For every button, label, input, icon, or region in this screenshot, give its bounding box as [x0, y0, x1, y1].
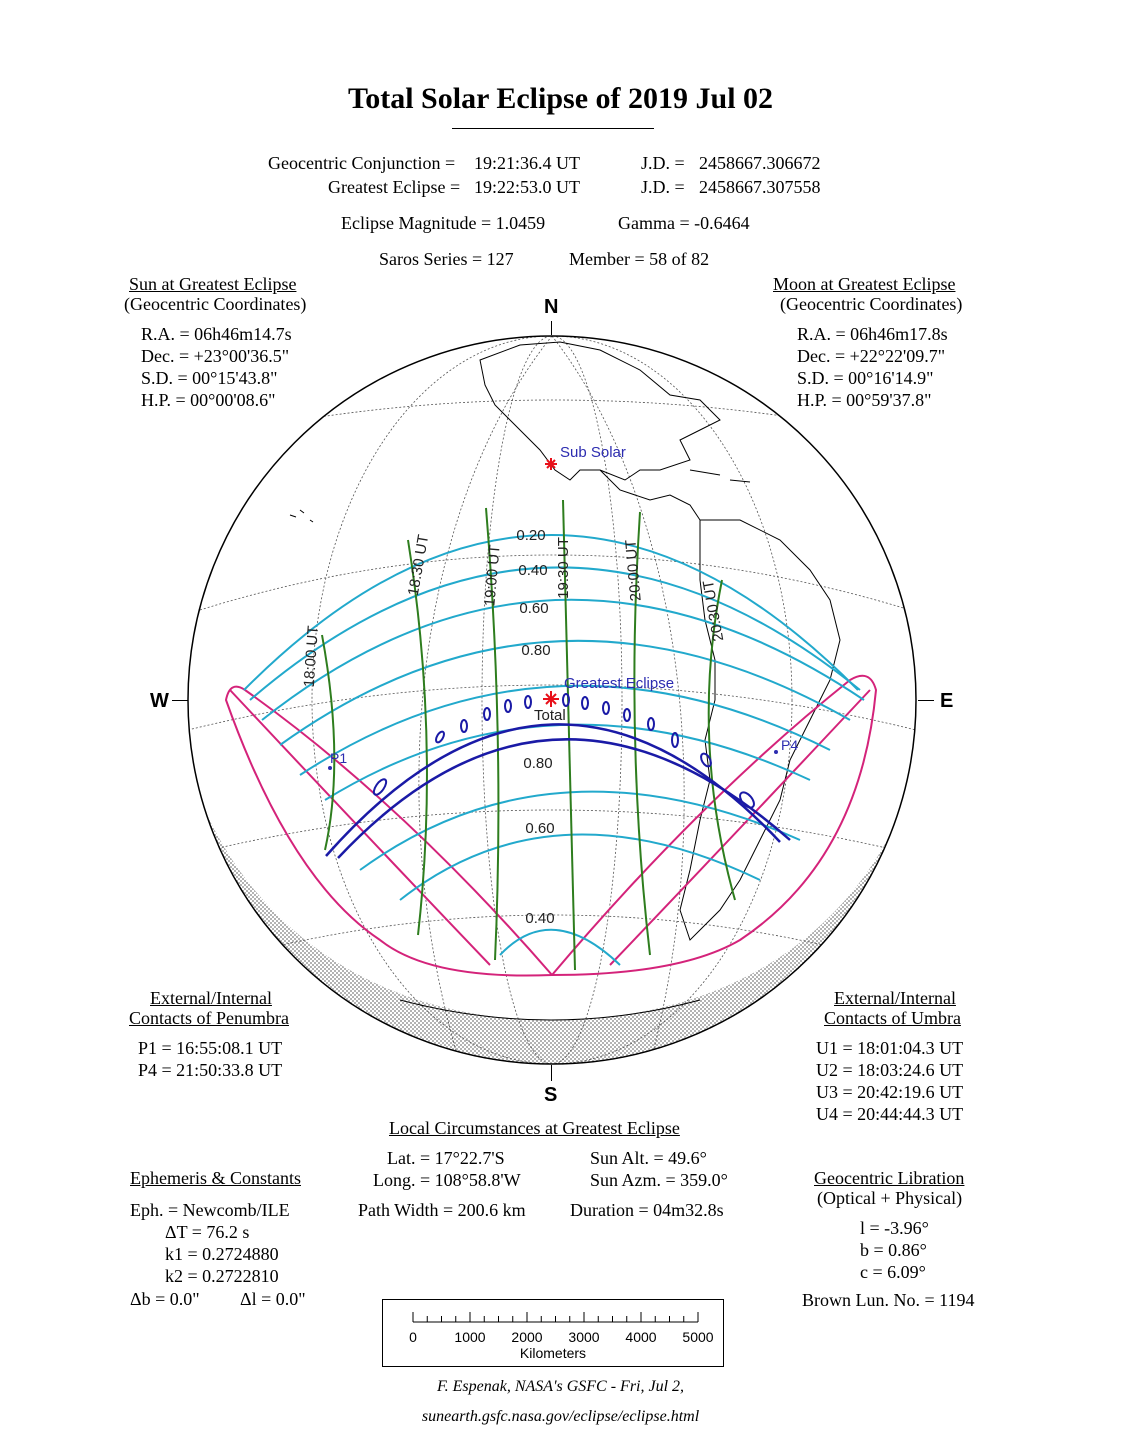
penumbra-heading: External/Internal	[150, 988, 272, 1008]
mag-label-080: 0.80	[521, 642, 551, 659]
total-label: Total	[534, 707, 566, 724]
conjunction-jd: 2458667.306672	[699, 153, 821, 173]
credit-url[interactable]: sunearth.gsfc.nasa.gov/eclipse/eclipse.html	[421, 1408, 700, 1425]
local-long: Long. = 108°58.8'W	[373, 1170, 521, 1190]
south-label: S	[544, 1084, 558, 1106]
libration-heading: Geocentric Libration	[814, 1168, 965, 1188]
mag-label-060: 0.60	[519, 600, 549, 617]
moon-subheading: (Geocentric Coordinates)	[780, 294, 963, 314]
local-sun-alt: Sun Alt. = 49.6°	[590, 1148, 707, 1168]
penumbra-heading-2: Contacts of Penumbra	[129, 1008, 289, 1028]
umbra-u4: U4 = 20:44:44.3 UT	[816, 1104, 964, 1124]
mag-label-040-south: 0.40	[525, 910, 555, 927]
p1-label: P1	[330, 750, 348, 766]
umbra-heading: External/Internal	[834, 988, 956, 1008]
scale-bar	[382, 1299, 724, 1367]
sun-subheading: (Geocentric Coordinates)	[124, 294, 307, 314]
pacific-islands	[290, 510, 313, 522]
scale-tick-label: 2000	[511, 1329, 543, 1345]
scale-tick-label: 4000	[625, 1329, 657, 1345]
local-sun-azm: Sun Azm. = 359.0°	[590, 1170, 728, 1190]
ephemeris-delta-l: Δl = 0.0"	[240, 1289, 306, 1309]
penumbra-p4: P4 = 21:50:33.8 UT	[138, 1060, 283, 1080]
libration-b: b = 0.86°	[860, 1240, 927, 1260]
local-heading: Local Circumstances at Greatest Eclipse	[389, 1118, 680, 1138]
time-label-1800: 18:00 UT	[300, 625, 322, 688]
moon-dec: Dec. = +22°22'09.7"	[797, 346, 946, 366]
east-label: E	[940, 690, 954, 712]
time-label-1900: 19:00 UT	[481, 544, 504, 608]
sub-solar-label: Sub Solar	[560, 444, 626, 461]
saros-series: Saros Series = 127	[379, 249, 514, 269]
mag-label-060-south: 0.60	[525, 820, 555, 837]
greatest-eclipse-jd: 2458667.307558	[699, 177, 821, 197]
scale-ruler	[383, 1300, 723, 1366]
local-lat: Lat. = 17°22.7'S	[387, 1148, 505, 1168]
sun-sd: S.D. = 00°15'43.8"	[141, 368, 278, 388]
umbra-u1: U1 = 18:01:04.3 UT	[816, 1038, 964, 1058]
mag-label-080-south: 0.80	[523, 755, 553, 772]
time-label-2000: 20:00 UT	[622, 538, 645, 602]
libration-l: l = -3.96°	[860, 1218, 929, 1238]
sun-dec: Dec. = +23°00'36.5"	[141, 346, 290, 366]
time-label-1930: 19:30 UT	[555, 537, 572, 599]
conjunction-label: Geocentric Conjunction =	[268, 153, 456, 173]
time-label-1830: 18:30 UT	[404, 533, 433, 598]
page-title: Total Solar Eclipse of 2019 Jul 02	[347, 82, 774, 115]
local-path-width: Path Width = 200.6 km	[358, 1200, 526, 1220]
libration-c: c = 6.09°	[860, 1262, 926, 1282]
sun-hp: H.P. = 00°00'08.6"	[141, 390, 276, 410]
saros-member: Member = 58 of 82	[569, 249, 710, 269]
scale-tick-label: 3000	[568, 1329, 600, 1345]
greatest-eclipse-jd-label: J.D. =	[641, 177, 685, 197]
sun-heading: Sun at Greatest Eclipse	[129, 274, 297, 294]
moon-hp: H.P. = 00°59'37.8"	[797, 390, 932, 410]
conjunction-time: 19:21:36.4 UT	[474, 153, 580, 173]
greatest-eclipse-map-label: Greatest Eclipse	[564, 675, 675, 692]
umbra-u3: U3 = 20:42:19.6 UT	[816, 1082, 964, 1102]
p4-dot	[774, 750, 778, 754]
credit-author: F. Espenak, NASA's GSFC - Fri, Jul 2,	[436, 1378, 685, 1395]
eclipse-magnitude: Eclipse Magnitude = 1.0459	[341, 213, 546, 233]
p4-label: P4	[781, 737, 799, 753]
libration-subheading: (Optical + Physical)	[817, 1188, 963, 1208]
moon-heading: Moon at Greatest Eclipse	[773, 274, 956, 294]
ephemeris-heading: Ephemeris & Constants	[130, 1168, 301, 1188]
brown-lunation: Brown Lun. No. = 1194	[802, 1290, 975, 1310]
sun-ra: R.A. = 06h46m14.7s	[141, 324, 292, 344]
mag-label-020: 0.20	[516, 527, 546, 544]
moon-sd: S.D. = 00°16'14.9"	[797, 368, 934, 388]
gamma: Gamma = -0.6464	[618, 213, 750, 233]
greatest-eclipse-label: Greatest Eclipse =	[328, 177, 461, 197]
penumbra-p1: P1 = 16:55:08.1 UT	[138, 1038, 283, 1058]
greatest-eclipse-star	[543, 691, 559, 707]
central-america	[600, 470, 700, 520]
conjunction-jd-label: J.D. =	[641, 153, 685, 173]
time-label-2030: 20:30 UT	[699, 578, 728, 643]
moon-ra: R.A. = 06h46m17.8s	[797, 324, 948, 344]
scale-tick-label: 5000	[682, 1329, 714, 1345]
ephemeris-delta-t: ΔT = 76.2 s	[165, 1222, 250, 1242]
ephemeris-delta-b: Δb = 0.0"	[130, 1289, 200, 1309]
scale-unit: Kilometers	[519, 1345, 587, 1361]
scale-tick-label: 1000	[454, 1329, 486, 1345]
mag-label-040: 0.40	[518, 562, 548, 579]
west-label: W	[150, 690, 169, 712]
ephemeris-eph: Eph. = Newcomb/ILE	[130, 1200, 290, 1220]
scale-tick-label: 0	[409, 1329, 417, 1345]
ephemeris-k2: k2 = 0.2722810	[165, 1266, 279, 1286]
umbra-heading-2: Contacts of Umbra	[824, 1008, 961, 1028]
umbra-u2: U2 = 18:03:24.6 UT	[816, 1060, 964, 1080]
ephemeris-k1: k1 = 0.2724880	[165, 1244, 279, 1264]
p1-dot	[328, 766, 332, 770]
local-duration: Duration = 04m32.8s	[570, 1200, 724, 1220]
north-label: N	[544, 296, 559, 318]
greatest-eclipse-time: 19:22:53.0 UT	[474, 177, 580, 197]
greenland	[700, 345, 730, 368]
